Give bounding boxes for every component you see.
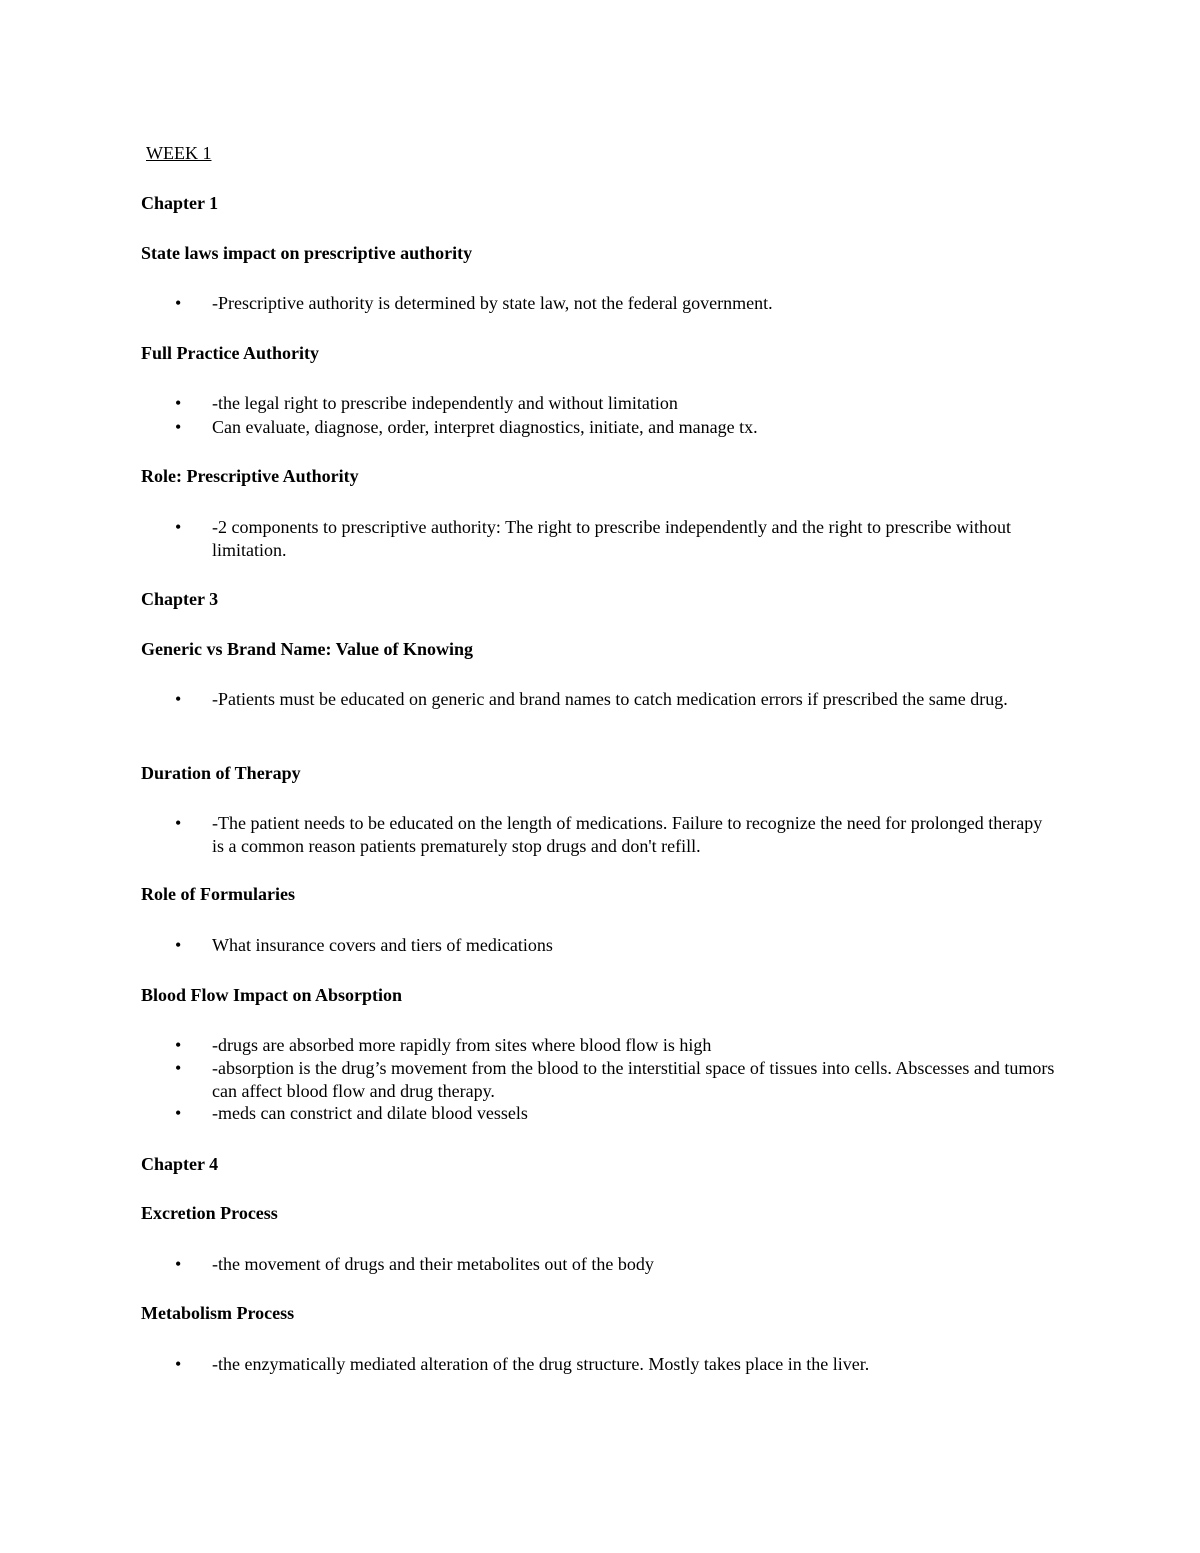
list-item-text: -2 components to prescriptive authority: The right to prescribe independently and the right to prescribe without limitation.	[212, 517, 1011, 560]
bullet-icon: •	[175, 417, 182, 437]
list-item-text: -the legal right to prescribe independently and without limitation	[212, 393, 678, 413]
section-heading: State laws impact on prescriptive authority	[141, 243, 473, 263]
bullet-icon: •	[175, 1103, 182, 1123]
section-heading: Blood Flow Impact on Absorption	[141, 985, 403, 1005]
bullet-icon: •	[175, 393, 182, 413]
list-item-text: Can evaluate, diagnose, order, interpret diagnostics, initiate, and manage tx.	[212, 417, 758, 437]
list-item-text: -the movement of drugs and their metabolites out of the body	[212, 1254, 654, 1274]
bullet-icon: •	[175, 293, 182, 313]
bullet-icon: •	[175, 813, 182, 833]
chapter-heading: Chapter 4	[141, 1154, 219, 1174]
chapter-heading: Chapter 1	[141, 193, 219, 213]
bullet-icon: •	[175, 517, 182, 537]
bullet-icon: •	[175, 1058, 182, 1078]
bullet-icon: •	[175, 1035, 182, 1055]
list-item-text: What insurance covers and tiers of medications	[212, 935, 553, 955]
bullet-icon: •	[175, 689, 182, 709]
list-item-text: -meds can constrict and dilate blood vessels	[212, 1103, 528, 1123]
bullet-icon: •	[175, 1254, 182, 1274]
list-item-text: -The patient needs to be educated on the length of medications. Failure to recognize the need for prolonged therapy is a common reason patients prematurely stop drugs and don't refill.	[212, 813, 1043, 856]
list-item-text: -Prescriptive authority is determined by state law, not the federal government.	[212, 293, 773, 313]
section-heading: Role: Prescriptive Authority	[141, 466, 359, 486]
list-item-text: -the enzymatically mediated alteration of the drug structure. Mostly takes place in the liver.	[212, 1354, 870, 1374]
section-heading: Role of Formularies	[141, 884, 295, 904]
section-heading: Generic vs Brand Name: Value of Knowing	[141, 639, 474, 659]
section-heading: Full Practice Authority	[141, 343, 319, 363]
list-item-text: -Patients must be educated on generic and brand names to catch medication errors if prescribed the same drug.	[212, 689, 1008, 709]
section-heading: Metabolism Process	[141, 1303, 295, 1323]
list-item-text: -drugs are absorbed more rapidly from sites where blood flow is high	[212, 1035, 712, 1055]
bullet-icon: •	[175, 1354, 182, 1374]
section-heading: Duration of Therapy	[141, 763, 301, 783]
list-item-text: -absorption is the drug’s movement from the blood to the interstitial space of tissues into cells. Abscesses and tumors can affect blood flow and drug therapy.	[212, 1058, 1055, 1101]
week-title: WEEK 1	[146, 143, 212, 163]
chapter-heading: Chapter 3	[141, 589, 219, 609]
bullet-icon: •	[175, 935, 182, 955]
section-heading: Excretion Process	[141, 1203, 278, 1223]
